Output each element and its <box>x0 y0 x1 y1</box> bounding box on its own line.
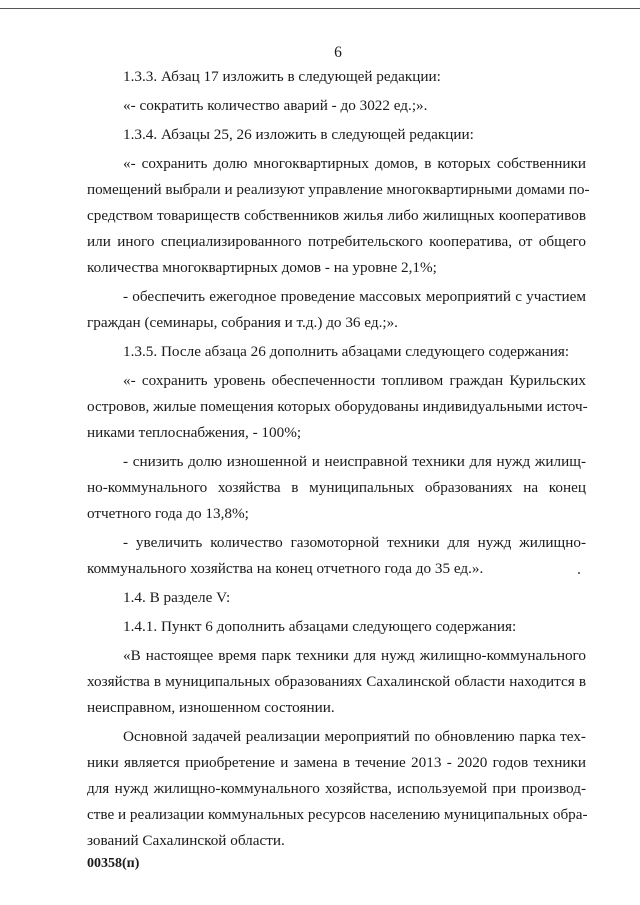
text-line: никами теплоснабжения, - 100%; <box>87 424 302 441</box>
document-code: 00358(п) <box>87 856 140 871</box>
text-line: 1.4.1. Пункт 6 дополнить абзацами следующего содержания: <box>123 618 517 635</box>
text-line: Основной задачей реализации мероприятий по обновлению парка тех- <box>123 728 586 745</box>
text-line: хозяйства в муниципальных образованиях Сахалинской области находится в <box>87 673 586 690</box>
page-number: 6 <box>334 44 342 61</box>
text-line: - обеспечить ежегодное проведение массовых мероприятий с участием <box>123 288 586 305</box>
text-line: «- сократить количество аварий - до 3022 ед.;». <box>123 97 428 114</box>
text-line: «В настоящее время парк техники для нужд жилищно-коммунального <box>123 647 586 664</box>
text-line: для нужд жилищно-коммунального хозяйства, используемой при производ- <box>87 780 586 797</box>
text-line: - снизить долю изношенной и неисправной техники для нужд жилищ- <box>123 453 586 470</box>
text-line: отчетного года до 13,8%; <box>87 505 249 522</box>
text-line: зований Сахалинской области. <box>87 832 285 849</box>
text-line: 1.4. В разделе V: <box>123 589 231 606</box>
text-line: граждан (семинары, собрания и т.д.) до 36 ед.;». <box>87 314 398 331</box>
scan-speck <box>578 572 580 574</box>
text-line: 1.3.5. После абзаца 26 дополнить абзацами следующего содержания: <box>123 343 570 360</box>
text-line: или иного специализированного потребительского кооператива, от общего <box>87 233 586 250</box>
text-line: неисправном, изношенном состоянии. <box>87 699 335 716</box>
text-line: островов, жилые помещения которых оборудованы индивидуальными источ- <box>87 398 588 415</box>
text-line: - увеличить количество газомоторной техники для нужд жилищно- <box>123 534 586 551</box>
text-line: но-коммунального хозяйства в муниципальных образованиях на конец <box>87 479 586 496</box>
text-line: помещений выбрали и реализуют управление многоквартирными домами по- <box>87 181 590 198</box>
top-border-line <box>0 8 640 9</box>
text-line: «- сохранить уровень обеспеченности топливом граждан Курильских <box>123 372 586 389</box>
text-line: количества многоквартирных домов - на уровне 2,1%; <box>87 259 437 276</box>
text-line: «- сохранить долю многоквартирных домов, в которых собственники <box>123 155 586 172</box>
text-line: стве и реализации коммунальных ресурсов населению муниципальных обра- <box>87 806 588 823</box>
text-line: 1.3.3. Абзац 17 изложить в следующей редакции: <box>123 68 441 85</box>
text-line: ники является приобретение и замена в течение 2013 - 2020 годов техники <box>87 754 586 771</box>
text-line: 1.3.4. Абзацы 25, 26 изложить в следующей редакции: <box>123 126 474 143</box>
text-line: средством товариществ собственников жилья либо жилищных кооперативов <box>87 207 586 224</box>
text-line: коммунального хозяйства на конец отчетного года до 35 ед.». <box>87 560 484 577</box>
